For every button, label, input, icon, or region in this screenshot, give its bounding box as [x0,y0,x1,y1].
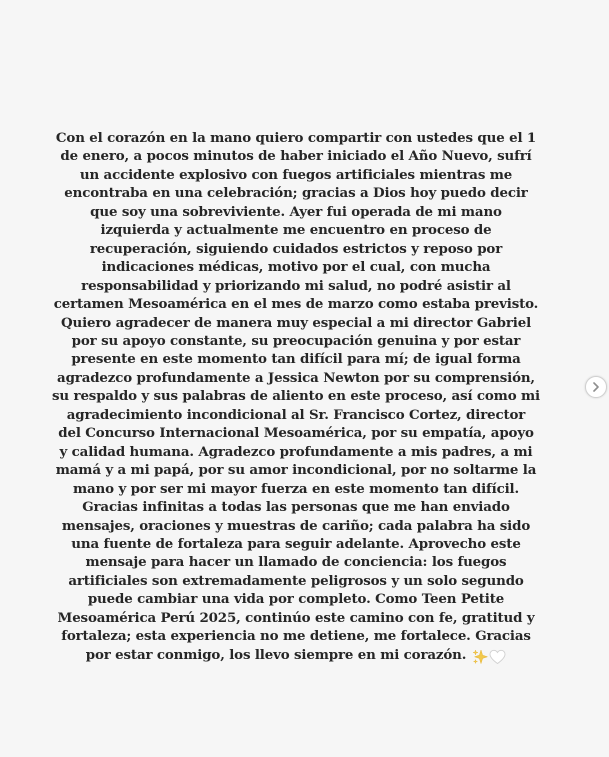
statement-line: agradezco profundamente a Jessica Newton por su comprensión, [57,369,535,386]
statement-line: fortaleza; esta experiencia no me detiene, me fortalece. Gracias [61,628,531,645]
statement-line: un accidente explosivo con fuegos artificiales mientras me [79,166,513,183]
statement-line: Quiero agradecer de manera muy especial a mi director Gabriel [60,314,532,331]
statement-line: encontraba en una celebración; gracias a Dios hoy puedo decir [64,185,528,202]
statement-line: puede cambiar una vida por completo. Como Teen Petite [87,591,505,608]
statement-line: agradecimiento incondicional al Sr. Francisco Cortez, director [66,406,526,423]
statement-line: artificiales son extremadamente peligrosos y un solo segundo [68,572,524,589]
statement-line: izquierda y actualmente me encuentro en proceso de [100,222,492,239]
statement-line: Mesoamérica Perú 2025, continúo este camino con fe, gratitud y [57,609,535,626]
statement-line: mamá y a mi papá, por su amor incondicional, por no soltarme la [55,462,537,479]
statement-line: certamen Mesoamérica en el mes de marzo como estaba previsto. [53,296,539,313]
statement-line: presente en este momento tan difícil para mí; de igual forma [71,351,521,368]
statement-line: una fuente de fortaleza para seguir adelante. Aprovecho este [71,535,521,552]
emoji-group [472,648,506,666]
statement-text [30,129,562,666]
statement-line-last [30,646,562,666]
statement-line: recuperación, siguiendo cuidados estrictos y reposo por [89,240,503,257]
statement-line: Con el corazón en la mano quiero compartir con ustedes que el 1 [55,130,537,146]
statement-line: del Concurso Internacional Mesoamérica, por su empatía, apoyo [58,425,534,442]
statement-line: indicaciones médicas, motivo por el cual, con mucha [101,259,491,276]
statement-line: mano y por ser mi mayor fuerza en este momento tan difícil. [73,480,519,497]
chevron-right-icon [592,382,600,392]
statement-line: por su apoyo constante, su preocupación genuina y por estar [71,332,521,349]
next-story-button[interactable] [585,376,607,398]
sparkles-icon [472,649,488,665]
statement-line: mensaje para hacer un llamado de conciencia: los fuegos [85,554,507,571]
statement-line: su respaldo y sus palabras de aliento en este proceso, así como mi [52,388,540,405]
statement-line: de enero, a pocos minutos de haber iniciado el Año Nuevo, sufrí [60,148,532,165]
statement-line: por estar conmigo, los llevo siempre en mi corazón. [85,646,467,663]
statement-line: que soy una sobreviviente. Ayer fui operada de mi mano [90,203,502,220]
statement-line: Gracias infinitas a todas las personas que me han enviado [82,499,510,516]
statement-line: mensajes, oraciones y muestras de cariño; cada palabra ha sido [61,517,531,534]
statement-line: responsabilidad y priorizando mi salud, no podré asistir al [81,277,511,294]
white-heart-icon [489,649,506,665]
statement-line: y calidad humana. Agradezco profundamente a mis padres, a mi [59,443,533,460]
